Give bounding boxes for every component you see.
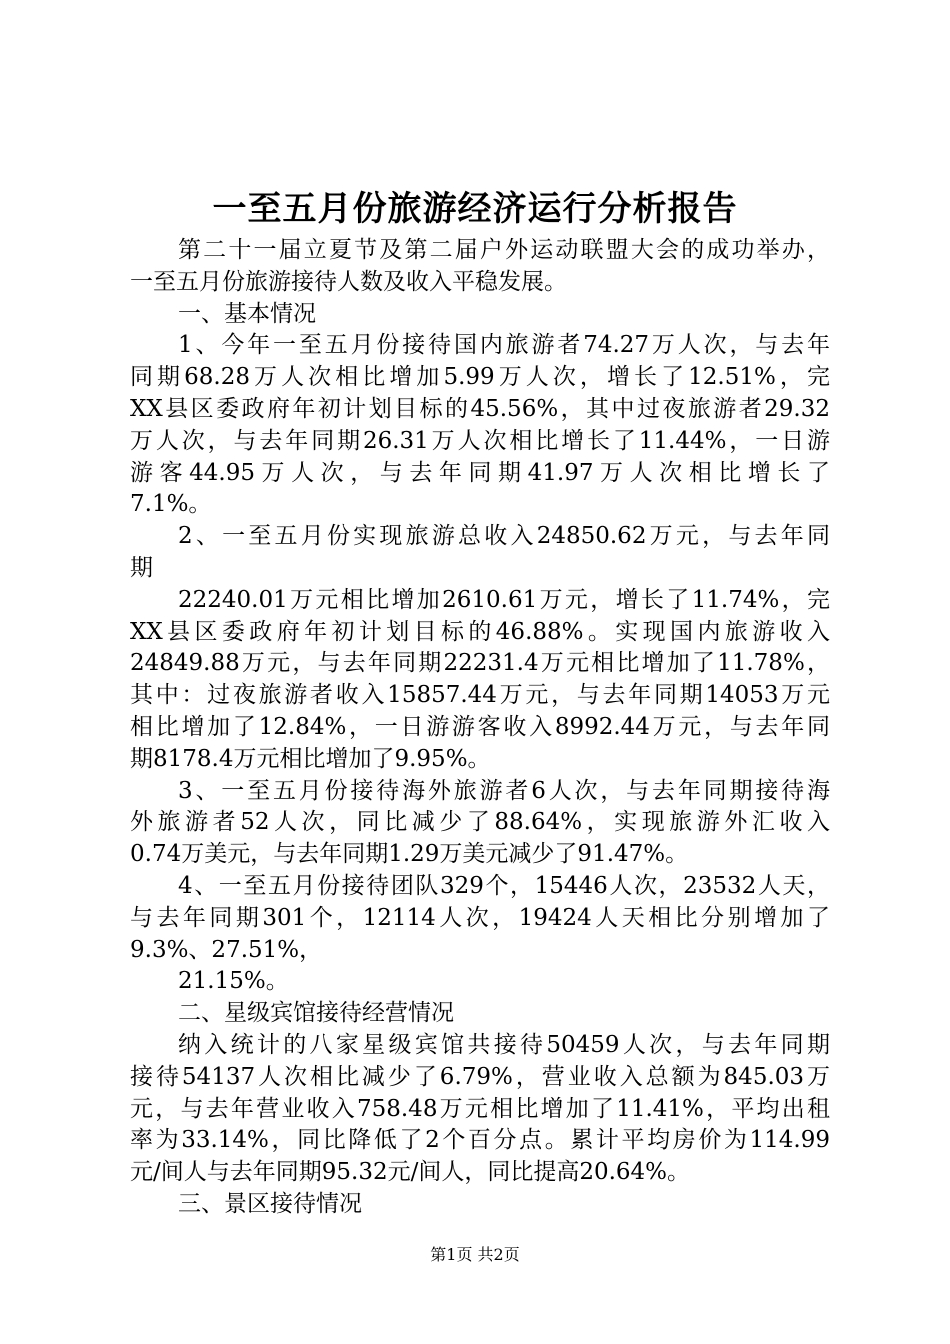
paragraph-line: 游客44.95万人次，与去年同期41.97万人次相比增长了 [130,459,830,486]
paragraph-line: 接待54137人次相比减少了6.79%，营业收入总额为845.03万 [130,1063,830,1090]
paragraph-line: 第二十一届立夏节及第二届户外运动联盟大会的成功举办， [178,237,830,263]
paragraph-line: 纳入统计的八家星级宾馆共接待50459人次，与去年同期 [178,1031,830,1058]
paragraph-line: 元，与去年营业收入758.48万元相比增加了11.41%，平均出租 [130,1095,830,1122]
paragraph-line: 万人次，与去年同期26.31万人次相比增长了11.44%，一日游 [130,427,830,454]
paragraph-line: 24849.88万元，与去年同期22231.4万元相比增加了11.78%， [130,650,830,677]
section-heading: 一、基本情况 [178,300,316,327]
paragraph-line: 4、一至五月份接待团队329个，15446人次，23532人天， [178,872,830,899]
paragraph-line: XX县区委政府年初计划目标的46.88%。实现国内旅游收入 [130,618,830,645]
section-heading: 二、星级宾馆接待经营情况 [178,1000,454,1027]
paragraph-line: 外旅游者52人次，同比减少了88.64%，实现旅游外汇收入 [130,809,830,836]
paragraph-line: 9.3%、27.51%， [130,936,323,963]
paragraph-line: 22240.01万元相比增加2610.61万元，增长了11.74%，完 [178,586,830,613]
paragraph-line: 21.15%。 [178,968,289,995]
paragraph-line: 一至五月份旅游接待人数及收入平稳发展。 [130,268,567,295]
paragraph-line: 期 [130,554,153,581]
paragraph-line: 同期68.28万人次相比增加5.99万人次，增长了12.51%，完 [130,364,830,391]
page-footer: 第1页 共2页 [430,1245,520,1264]
paragraph-line: 1、今年一至五月份接待国内旅游者74.27万人次，与去年 [178,332,830,359]
paragraph-line: 与去年同期301个，12114人次，19424人天相比分别增加了 [130,904,830,931]
paragraph-line: 相比增加了12.84%，一日游游客收入8992.44万元，与去年同 [130,713,830,740]
document-body [130,235,830,1221]
paragraph-line: 0.74万美元，与去年同期1.29万美元减少了91.47%。 [130,841,689,868]
paragraph-line: 2、一至五月份实现旅游总收入24850.62万元，与去年同 [178,523,830,550]
paragraph-line: 期8178.4万元相比增加了9.95%。 [130,745,491,772]
section-heading: 三、景区接待情况 [178,1190,362,1217]
paragraph-line: XX县区委政府年初计划目标的45.56%，其中过夜旅游者29.32 [130,395,830,422]
paragraph-line: 元/间人与去年同期95.32元/间人，同比提高20.64%。 [130,1159,691,1186]
paragraph-line: 3、一至五月份接待海外旅游者6人次，与去年同期接待海 [178,777,830,804]
paragraph-line: 其中：过夜旅游者收入15857.44万元，与去年同期14053万元 [130,682,830,709]
document-title: 一至五月份旅游经济运行分析报告 [212,189,738,229]
paragraph-line: 7.1%。 [130,491,212,518]
paragraph-line: 率为33.14%，同比降低了2个百分点。累计平均房价为114.99 [130,1127,830,1154]
